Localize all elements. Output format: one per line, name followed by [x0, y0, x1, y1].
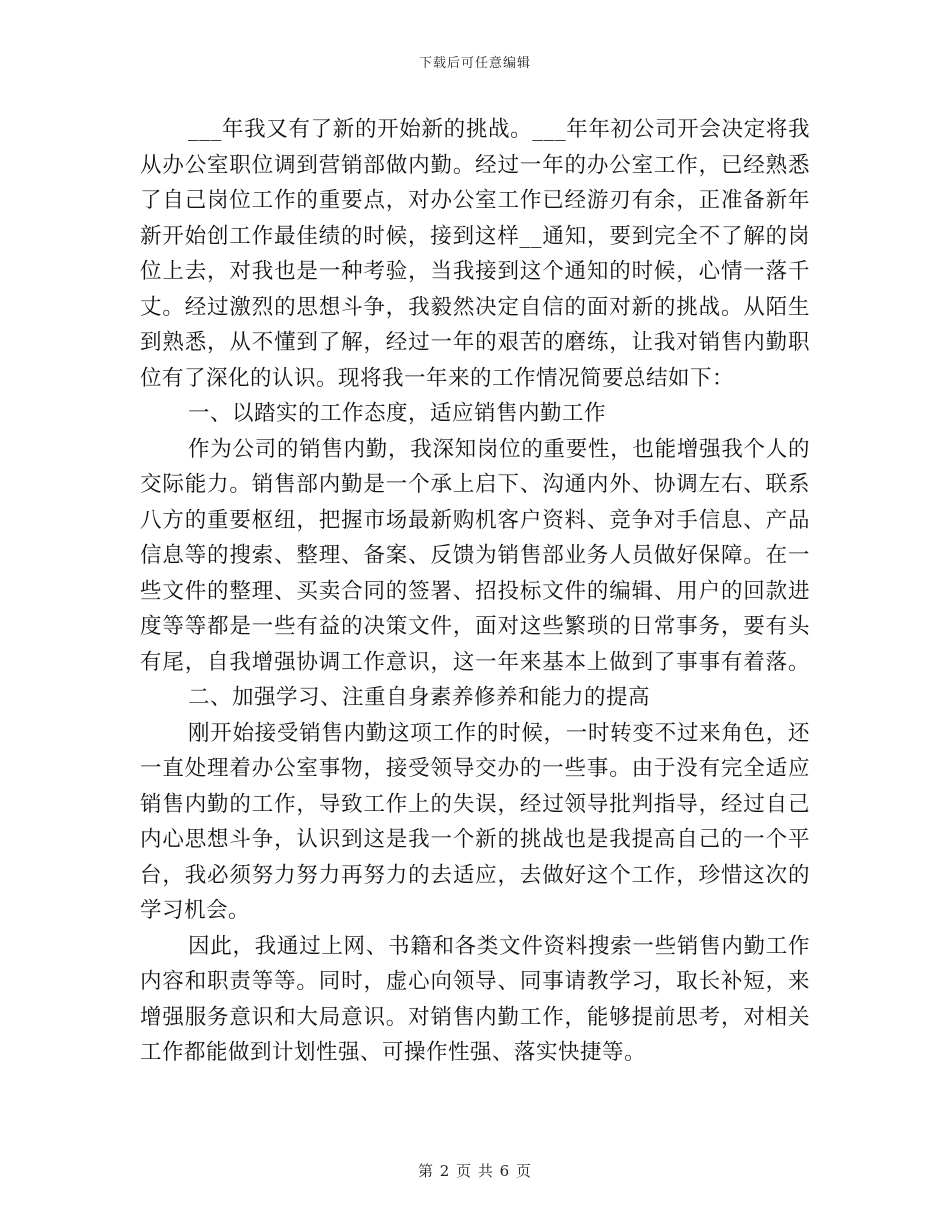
text-line: 销售内勤的工作，导致工作上的失误，经过领导批判指导，经过自己	[140, 791, 810, 817]
text-line: 八方的重要枢纽，把握市场最新购机客户资料、竞争对手信息、产品	[140, 507, 810, 533]
text-line: 因此，我通过上网、书籍和各类文件资料搜索一些销售内勤工作	[188, 933, 810, 959]
text-line: 一、以踏实的工作态度，适应销售内勤工作	[188, 401, 607, 426]
text-line: 从办公室职位调到营销部做内勤。经过一年的办公室工作，已经熟悉	[140, 152, 810, 178]
text-line: 了自己岗位工作的重要点，对办公室工作已经游刃有余，正准备新年	[140, 188, 810, 213]
text-line: 到熟悉，从不懂到了解，经过一年的艰苦的磨练，让我对销售内勤职	[140, 330, 810, 355]
text-line: 二、加强学习、注重自身素养修养和能力的提高	[188, 685, 651, 710]
text-line: ___年我又有了新的开始新的挑战。___年年初公司开会决定将我	[188, 117, 810, 142]
text-line: 信息等的搜索、整理、备案、反馈为销售部业务人员做好保障。在一	[140, 543, 810, 568]
text-line: 一直处理着办公室事物，接受领导交办的一些事。由于没有完全适应	[140, 756, 810, 781]
text-line: 增强服务意识和大局意识。对销售内勤工作，能够提前思考，对相关	[140, 1004, 810, 1030]
text-line: 有尾，自我增强协调工作意识，这一年来基本上做到了事事有着落。	[140, 649, 810, 675]
text-line: 台，我必须努力努力再努力的去适应，去做好这个工作，珍惜这次的	[140, 862, 810, 888]
text-line: 度等等都是一些有益的决策文件，面对这些繁琐的日常事务，要有头	[140, 614, 810, 639]
text-line: 作为公司的销售内勤，我深知岗位的重要性，也能增强我个人的	[188, 436, 810, 462]
page-header: 下载后可任意编辑	[418, 56, 531, 71]
text-line: 内容和职责等等。同时，虚心向领导、同事请教学习，取长补短，来	[140, 969, 810, 994]
text-line: 刚开始接受销售内勤这项工作的时候，一时转变不过来角色，还	[188, 720, 810, 746]
text-line: 新开始创工作最佳绩的时候，接到这样__通知，要到完全不了解的岗	[140, 223, 810, 249]
text-line: 位上去，对我也是一种考验，当我接到这个通知的时候，心情一落千	[140, 259, 810, 284]
text-line: 些文件的整理、买卖合同的签署、招投标文件的编辑、用户的回款进	[140, 578, 810, 604]
text-line: 交际能力。销售部内勤是一个承上启下、沟通内外、协调左右、联系	[140, 472, 810, 497]
text-line: 学习机会。	[140, 898, 251, 923]
text-line: 内心思想斗争，认识到这是我一个新的挑战也是我提高自己的一个平	[140, 827, 810, 852]
text-line: 工作都能做到计划性强、可操作性强、落实快捷等。	[140, 1040, 647, 1065]
text-line: 位有了深化的认识。现将我一年来的工作情况简要总结如下：	[140, 365, 735, 391]
text-line: 丈。经过激烈的思想斗争，我毅然决定自信的面对新的挑战。从陌生	[140, 294, 810, 320]
page-number-footer: 第 2 页 共 6 页	[418, 1162, 532, 1180]
document-body	[140, 112, 810, 1071]
